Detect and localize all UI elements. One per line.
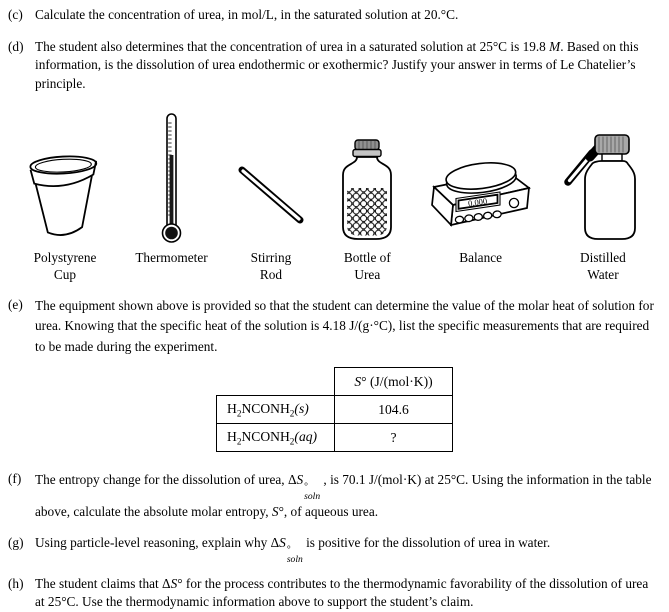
question-c-text	[35, 6, 661, 25]
question-f	[8, 470, 661, 522]
equipment-label-cup: Polystyrene Cup	[33, 250, 97, 283]
polystyrene-cup-drawing	[22, 109, 108, 243]
equipment-label-balance: Balance	[459, 250, 503, 266]
equipment-bottle-of-urea	[334, 109, 400, 283]
question-f-label: (f)	[8, 471, 22, 487]
question-d-label: (d)	[8, 38, 24, 54]
question-g-label: (g)	[8, 534, 24, 550]
question-f-text: The entropy change for the dissolution of urea, ΔS ° soln , is 70.1 J/(mol·K) at 25°C. Using the information in the table above, calculate the absolute molar entropy, S°, of aqueous urea.	[35, 472, 652, 520]
question-g-text: Using particle-level reasoning, explain why ΔS ° soln is positive for the dissolution of urea in water.	[35, 534, 551, 565]
stirring-rod-drawing	[235, 109, 307, 243]
s-standard-notation: S°	[271, 504, 284, 520]
equipment-polystyrene-cup	[22, 109, 108, 283]
table-header-s-standard: S° (J/(mol·K))	[335, 368, 453, 396]
equipment-row	[8, 109, 661, 283]
equipment-thermometer	[135, 109, 207, 267]
wash-bottle-icon	[561, 131, 645, 243]
delta-s-soln-notation: ΔS ° soln	[287, 472, 321, 503]
question-h	[8, 575, 661, 612]
table-row	[217, 396, 453, 424]
question-e-text: The equipment shown above is provided so that the student can determine the value of the molar heat of solution for urea. Knowing that the specific heat of the solution is 4.18 J/(g·°C), list the specific measurements that are required to be made during the experiment.	[35, 297, 654, 354]
rod-icon	[235, 163, 307, 229]
molarity-symbol: M	[549, 38, 561, 54]
question-h-text: The student claims that ΔS° for the process contributes to the thermodynamic favorability of the dissolution of urea at 25°C. Use the thermodynamic information above to support the student’s claim.	[35, 575, 649, 610]
urea-bottle-drawing	[334, 109, 400, 243]
thermometer-icon	[159, 111, 185, 243]
thermometer-drawing	[159, 109, 185, 243]
equipment-label-water: Distilled Water	[580, 250, 626, 283]
equipment-stirring-rod	[235, 109, 307, 283]
urea-bottle-icon	[334, 137, 400, 243]
wash-bottle-drawing	[561, 109, 645, 243]
question-c	[8, 6, 661, 25]
entropy-value-aqueous: ?	[335, 424, 453, 452]
entropy-table	[216, 367, 453, 452]
entropy-value-solid: 104.6	[335, 396, 453, 424]
species-urea-solid: $H_2NCONH_2(s)$	[217, 396, 335, 424]
table-header-row	[217, 368, 453, 396]
question-h-label: (h)	[8, 575, 24, 591]
equipment-distilled-water	[561, 109, 645, 283]
question-d	[8, 38, 661, 94]
question-e	[8, 296, 661, 358]
cup-icon	[22, 151, 108, 243]
equipment-balance	[428, 109, 534, 267]
question-d-text: The student also determines that the concentration of urea in a saturated solution at 25°C is 19.8 M. Based on this information, is the dissolution of urea endothermic or exothermic? Justify your answer in terms of Le Chatelier’s principle.	[35, 38, 639, 91]
equipment-label-thermometer: Thermometer	[135, 250, 208, 266]
question-g	[8, 534, 661, 565]
question-e-label: (e)	[8, 296, 23, 312]
delta-s-standard-notation: ΔS°	[162, 575, 183, 591]
delta-s-soln-notation: ΔS ° soln	[270, 534, 303, 565]
equipment-label-urea: Bottle of Urea	[343, 250, 391, 283]
balance-reading: 0.000	[467, 196, 488, 209]
question-c-body: Calculate the concentration of urea, in mol/L, in the saturated solution at 20.°C.	[35, 7, 459, 22]
table-row	[217, 424, 453, 452]
table-empty-corner	[217, 368, 335, 396]
species-urea-aqueous: $H_2NCONH_2(aq)$	[217, 424, 335, 452]
question-c-label: (c)	[8, 7, 23, 22]
balance-icon	[428, 141, 534, 237]
balance-drawing	[428, 109, 534, 243]
equipment-label-rod: Stirring Rod	[250, 250, 292, 283]
